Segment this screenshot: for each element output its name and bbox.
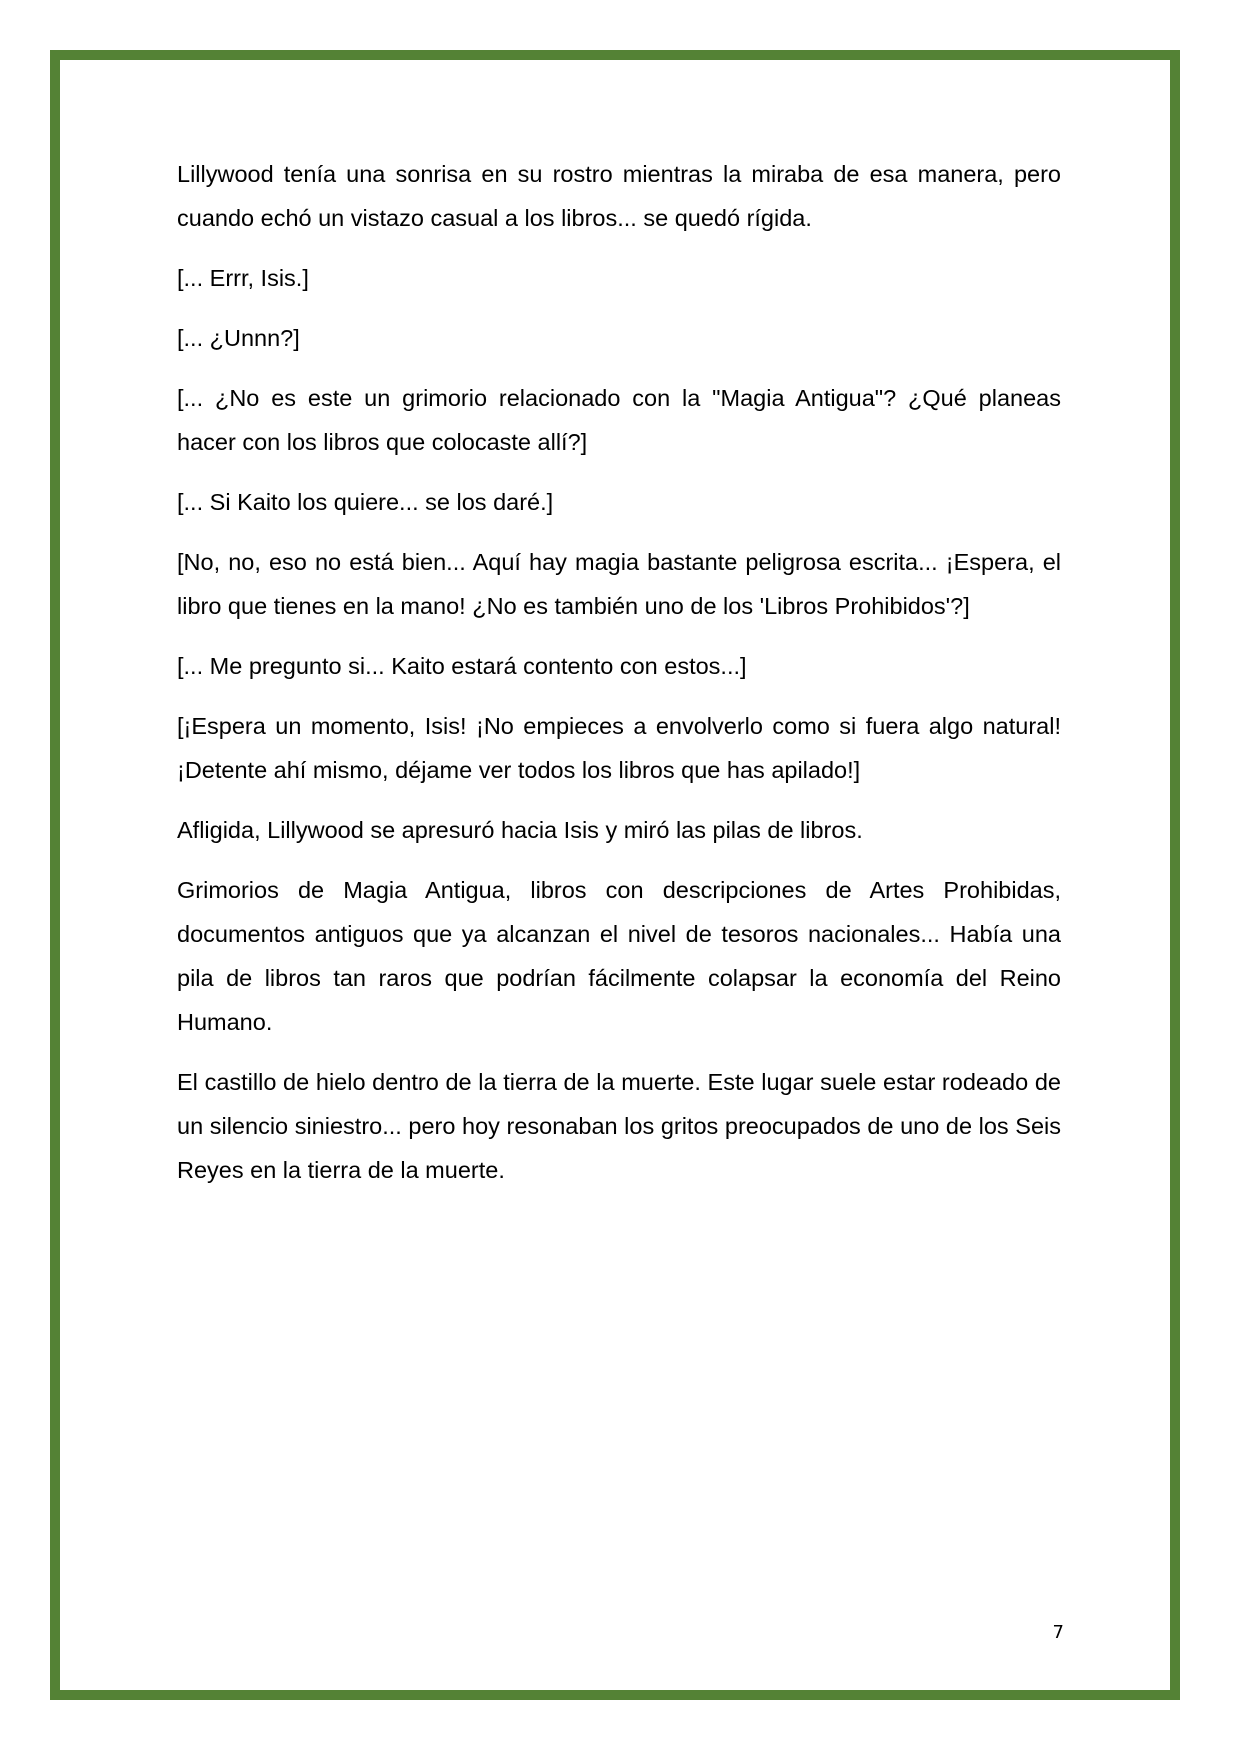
paragraph-10: Grimorios de Magia Antigua, libros con descripciones de Artes Prohibidas, documentos antiguos que ya alcanzan el nivel de tesoros nacionales... Había una pila de libros tan raros que podrían fácilmente colapsar la economía del Reino Humano. (177, 877, 1061, 1035)
paragraph-2: [... Errr, Isis.] (177, 265, 309, 291)
paragraph-9: Afligida, Lillywood se apresuró hacia Isis y miró las pilas de libros. (177, 817, 863, 843)
paragraph-1: Lillywood tenía una sonrisa en su rostro mientras la miraba de esa manera, pero cuando echó un vistazo casual a los libros... se quedó rígida. (177, 161, 1061, 231)
paragraph-4: [... ¿No es este un grimorio relacionado con la "Magia Antigua"? ¿Qué planeas hacer con los libros que colocaste allí?] (177, 385, 1061, 455)
paragraph-5: [... Si Kaito los quiere... se los daré.] (177, 489, 554, 515)
paragraph-7: [... Me pregunto si... Kaito estará contento con estos...] (177, 653, 747, 679)
paragraph-3: [... ¿Unnn?] (177, 325, 300, 351)
paragraph-11: El castillo de hielo dentro de la tierra de la muerte. Este lugar suele estar rodeado de un silencio siniestro... pero hoy resonaban los gritos preocupados de uno de los Seis Reyes en la tierra de la muerte. (177, 1069, 1061, 1183)
document-body (177, 152, 1061, 1208)
paragraph-6: [No, no, eso no está bien... Aquí hay magia bastante peligrosa escrita... ¡Espera, el libro que tienes en la mano! ¿No es también uno de los 'Libros Prohibidos'?] (177, 549, 1061, 619)
paragraph-8: [¡Espera un momento, Isis! ¡No empieces a envolverlo como si fuera algo natural! ¡Detente ahí mismo, déjame ver todos los libros que has apilado!] (177, 713, 1061, 783)
page-number: 7 (1052, 1622, 1064, 1643)
